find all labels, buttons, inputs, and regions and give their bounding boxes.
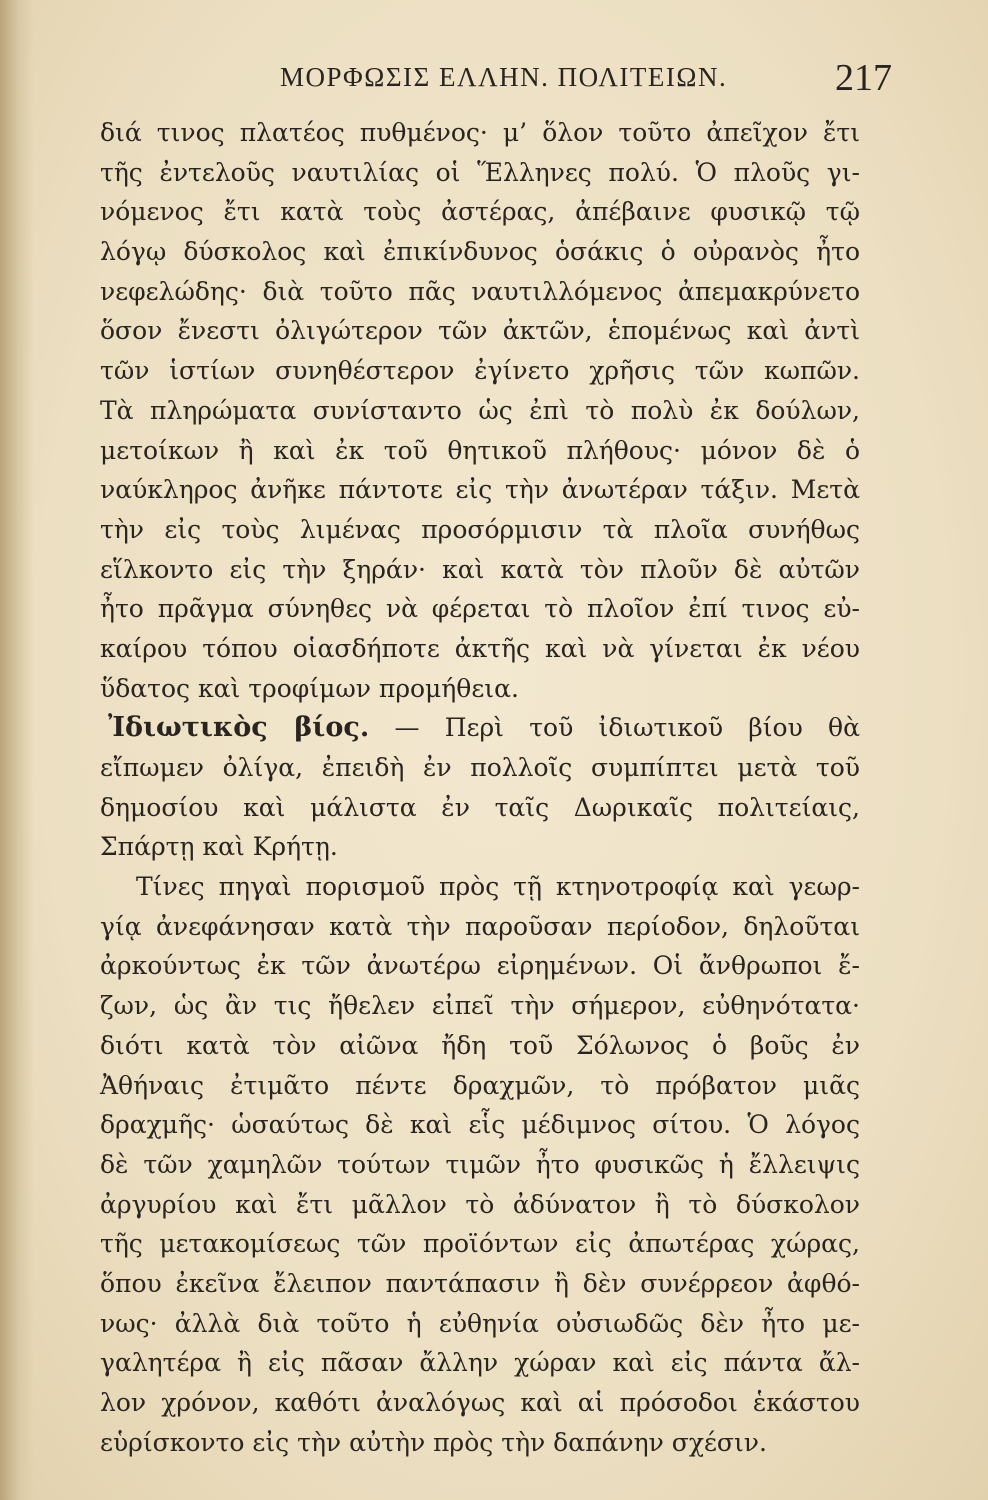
text-line: ἦτο πρᾶγμα σύνηθες νὰ φέρεται τὸ πλοῖον ἐπί τινος εὐ-: [100, 594, 860, 624]
text-line: εἵλκοντο εἰς τὴν ξηράν· καὶ κατὰ τὸν πλοῦν δὲ αὐτῶν: [100, 554, 860, 584]
text-line: λον χρόνον, καθότι ἀναλόγως καὶ αἱ πρόσοδοι ἑκάστου: [100, 1388, 860, 1417]
text-line: ναύκληρος ἀνῆκε πάντοτε εἰς τὴν ἀνωτέραν τάξιν. Μετὰ: [100, 475, 860, 505]
spine-shadow: [0, 0, 34, 1500]
text-line: δημοσίου καὶ μάλιστα ἐν ταῖς Δωρικαῖς πολιτείαις,: [100, 792, 860, 822]
text-line: τῆς μετακομίσεως τῶν προϊόντων εἰς ἀπωτέρας χώρας,: [100, 1229, 860, 1259]
text-line: ἀργυρίου καὶ ἔτι μᾶλλον τὸ ἀδύνατον ἢ τὸ δύσκολον: [100, 1189, 860, 1219]
text-line: Σπάρτῃ καὶ Κρήτῃ.: [100, 832, 338, 862]
running-head: ΜΟΡΦΩΣΙΣ ΕΛΛΗΝ. ΠΟΛΙΤΕΙΩΝ.: [280, 62, 728, 92]
text-line: εἴπωμεν ὀλίγα, ἐπειδὴ ἐν πολλοῖς συμπίπτει μετὰ τοῦ: [100, 753, 860, 782]
text-line: τῆς ἐντελοῦς ναυτιλίας οἱ Ἕλληνες πολύ. Ὁ πλοῦς γι-: [100, 157, 860, 187]
text-line: διά τινος πλατέος πυθμένος· μ’ ὅλον τοῦτο ἀπεῖχον ἔτι: [100, 118, 860, 147]
text-line: Περὶ τοῦ ἰδιωτικοῦ βίου θὰ: [444, 713, 860, 743]
text-line: διότι κατὰ τὸν αἰῶνα ἤδη τοῦ Σόλωνος ὁ βοῦς ἐν: [100, 1030, 860, 1060]
text-line: γαλητέρα ἢ εἰς πᾶσαν ἄλλην χώραν καὶ εἰς πάντα ἄλ-: [100, 1348, 860, 1378]
text-line: ὅσον ἔνεστι ὀλιγώτερον τῶν ἀκτῶν, ἑπομένως καὶ ἀντὶ: [100, 316, 860, 346]
text-line: ὅπου ἐκεῖνα ἔλειπον παντάπασιν ἢ δὲν συνέρρεον ἀφθό-: [100, 1268, 860, 1298]
page-number: 217: [835, 57, 892, 99]
text-line: νεφελώδης· διὰ τοῦτο πᾶς ναυτιλλόμενος ἀπεμακρύνετο: [100, 276, 860, 306]
section-heading: Ἰδιωτικὸς βίος.: [108, 712, 370, 744]
em-dash: —: [369, 713, 445, 743]
page-header: [280, 56, 892, 106]
text-line: δραχμῆς· ὡσαύτως δὲ καὶ εἷς μέδιμνος σίτου. Ὁ λόγος: [100, 1110, 860, 1140]
text-line: ζων, ὡς ἂν τις ἤθελεν εἰπεῖ τὴν σήμερον, εὐθηνότατα·: [100, 991, 860, 1021]
text-line: νόμενος ἔτι κατὰ τοὺς ἀστέρας, ἀπέβαινε φυσικῷ τῷ: [100, 197, 860, 227]
text-line: εὑρίσκοντο εἰς τὴν αὐτὴν πρὸς τὴν δαπάνην σχέσιν.: [100, 1427, 767, 1457]
body-text: [100, 113, 860, 1462]
text-line: νως· ἀλλὰ διὰ τοῦτο ἡ εὐθηνία οὐσιωδῶς δὲν ἦτο με-: [100, 1308, 860, 1338]
text-line: Τίνες πηγαὶ πορισμοῦ πρὸς τῇ κτηνοτροφίᾳ καὶ γεωρ-: [136, 872, 860, 902]
text-line: τὴν εἰς τοὺς λιμένας προσόρμισιν τὰ πλοῖα συνήθως: [100, 514, 860, 544]
section-heading-line: [100, 708, 860, 748]
text-line: Ἀθήναις ἐτιμᾶτο πέντε δραχμῶν, τὸ πρόβατον μιᾶς: [100, 1070, 860, 1100]
text-line: ἀρκούντως ἐκ τῶν ἀνωτέρω εἰρημένων. Οἱ ἄνθρωποι ἔ-: [100, 951, 860, 981]
text-line: γίᾳ ἀνεφάνησαν κατὰ τὴν παροῦσαν περίοδον, δηλοῦται: [100, 911, 860, 941]
text-line: τῶν ἱστίων συνηθέστερον ἐγίνετο χρῆσις τῶν κωπῶν.: [100, 356, 860, 386]
text-line: λόγῳ δύσκολος καὶ ἐπικίνδυνος ὁσάκις ὁ οὐρανὸς ἦτο: [100, 237, 860, 267]
text-line: μετοίκων ἢ καὶ ἐκ τοῦ θητικοῦ πλήθους· μόνον δὲ ὁ: [100, 435, 860, 465]
text-line: δὲ τῶν χαμηλῶν τούτων τιμῶν ἦτο φυσικῶς ἡ ἔλλειψις: [100, 1149, 860, 1179]
text-line: Τὰ πληρώματα συνίσταντο ὡς ἐπὶ τὸ πολὺ ἐκ δούλων,: [100, 395, 860, 425]
text-line: καίρου τόπου οἱασδήποτε ἀκτῆς καὶ νὰ γίνεται ἐκ νέου: [100, 633, 860, 663]
text-line: ὕδατος καὶ τροφίμων προμήθεια.: [100, 673, 519, 703]
